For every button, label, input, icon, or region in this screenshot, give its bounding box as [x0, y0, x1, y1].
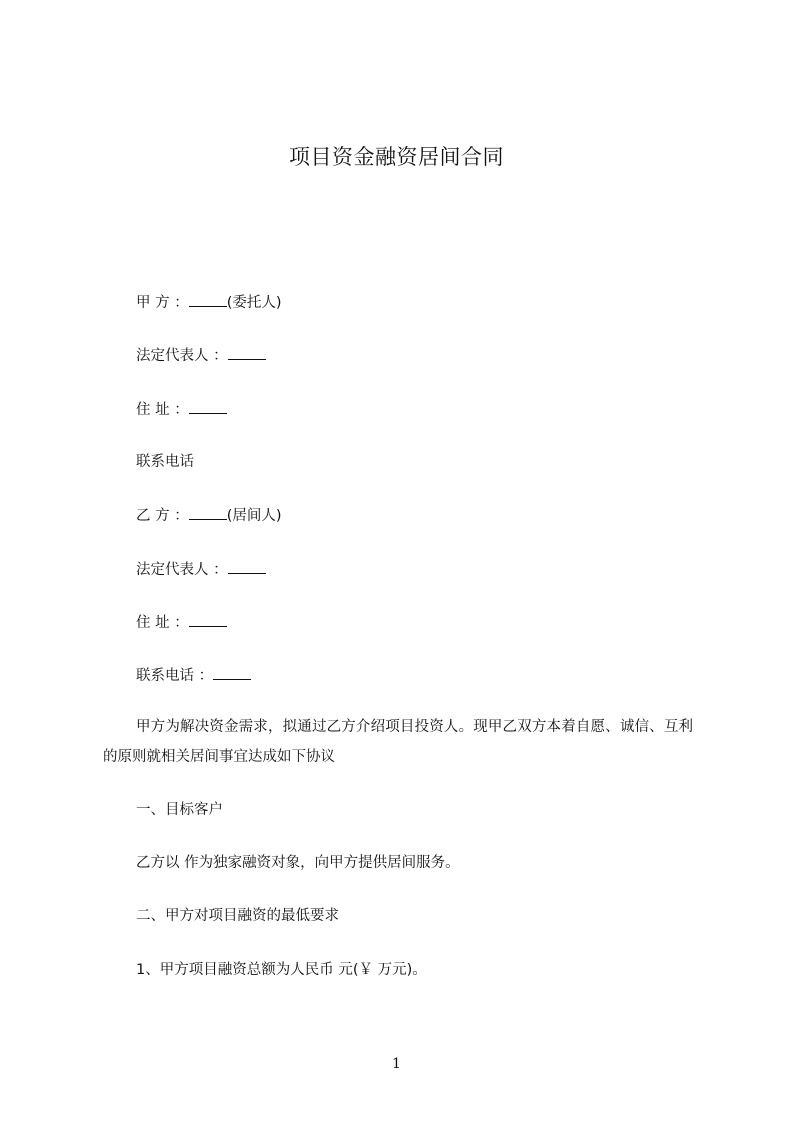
- party-a-address-label: 住 址 ：: [136, 402, 189, 418]
- page-number: 1: [392, 1056, 401, 1072]
- party-b-rep-blank: [228, 559, 266, 574]
- party-a-phone-label: 联系电话: [136, 454, 194, 470]
- party-b-role: (居间人): [226, 508, 282, 524]
- party-a-rep-line: [136, 345, 266, 366]
- party-a-blank: [189, 292, 227, 307]
- party-b-blank: [189, 505, 227, 520]
- party-b-rep-label: 法定代表人 ：: [136, 562, 228, 578]
- party-b-line: [136, 505, 282, 526]
- party-b-phone-label: 联系电话 ：: [136, 668, 214, 684]
- party-b-phone-blank: [213, 665, 251, 680]
- party-a-address-line: [136, 399, 227, 420]
- intro-paragraph: 甲方为解决资金需求，拟通过乙方介绍项目投资人。现甲乙双方本着自愿、诚信、互利的原则就相关居间事宜达成如下协议: [103, 719, 693, 765]
- clause-1: 1、甲方项目融资总额为人民币 元(￥ 万元)。: [136, 962, 427, 978]
- section1-heading: 一、目标客户: [136, 802, 223, 818]
- party-b-phone-line: [136, 665, 251, 686]
- party-a-phone-line: [136, 452, 194, 472]
- party-a-rep-label: 法定代表人 ：: [136, 348, 228, 364]
- party-b-address-label: 住 址 ：: [136, 615, 189, 631]
- party-a-line: [136, 292, 282, 313]
- party-b-address-line: [136, 612, 227, 633]
- document-title: 项目资金融资居间合同: [289, 145, 504, 169]
- party-b-rep-line: [136, 559, 266, 580]
- party-a-role: (委托人): [226, 295, 282, 311]
- party-a-address-blank: [189, 399, 227, 414]
- party-a-label: 甲 方 ：: [136, 295, 189, 311]
- party-b-address-blank: [189, 612, 227, 627]
- section1-text: 乙方以 作为独家融资对象，向甲方提供居间服务。: [136, 855, 460, 871]
- party-b-label: 乙 方 ：: [136, 508, 189, 524]
- party-a-rep-blank: [228, 345, 266, 360]
- section2-heading: 二、甲方对项目融资的最低要求: [136, 908, 339, 924]
